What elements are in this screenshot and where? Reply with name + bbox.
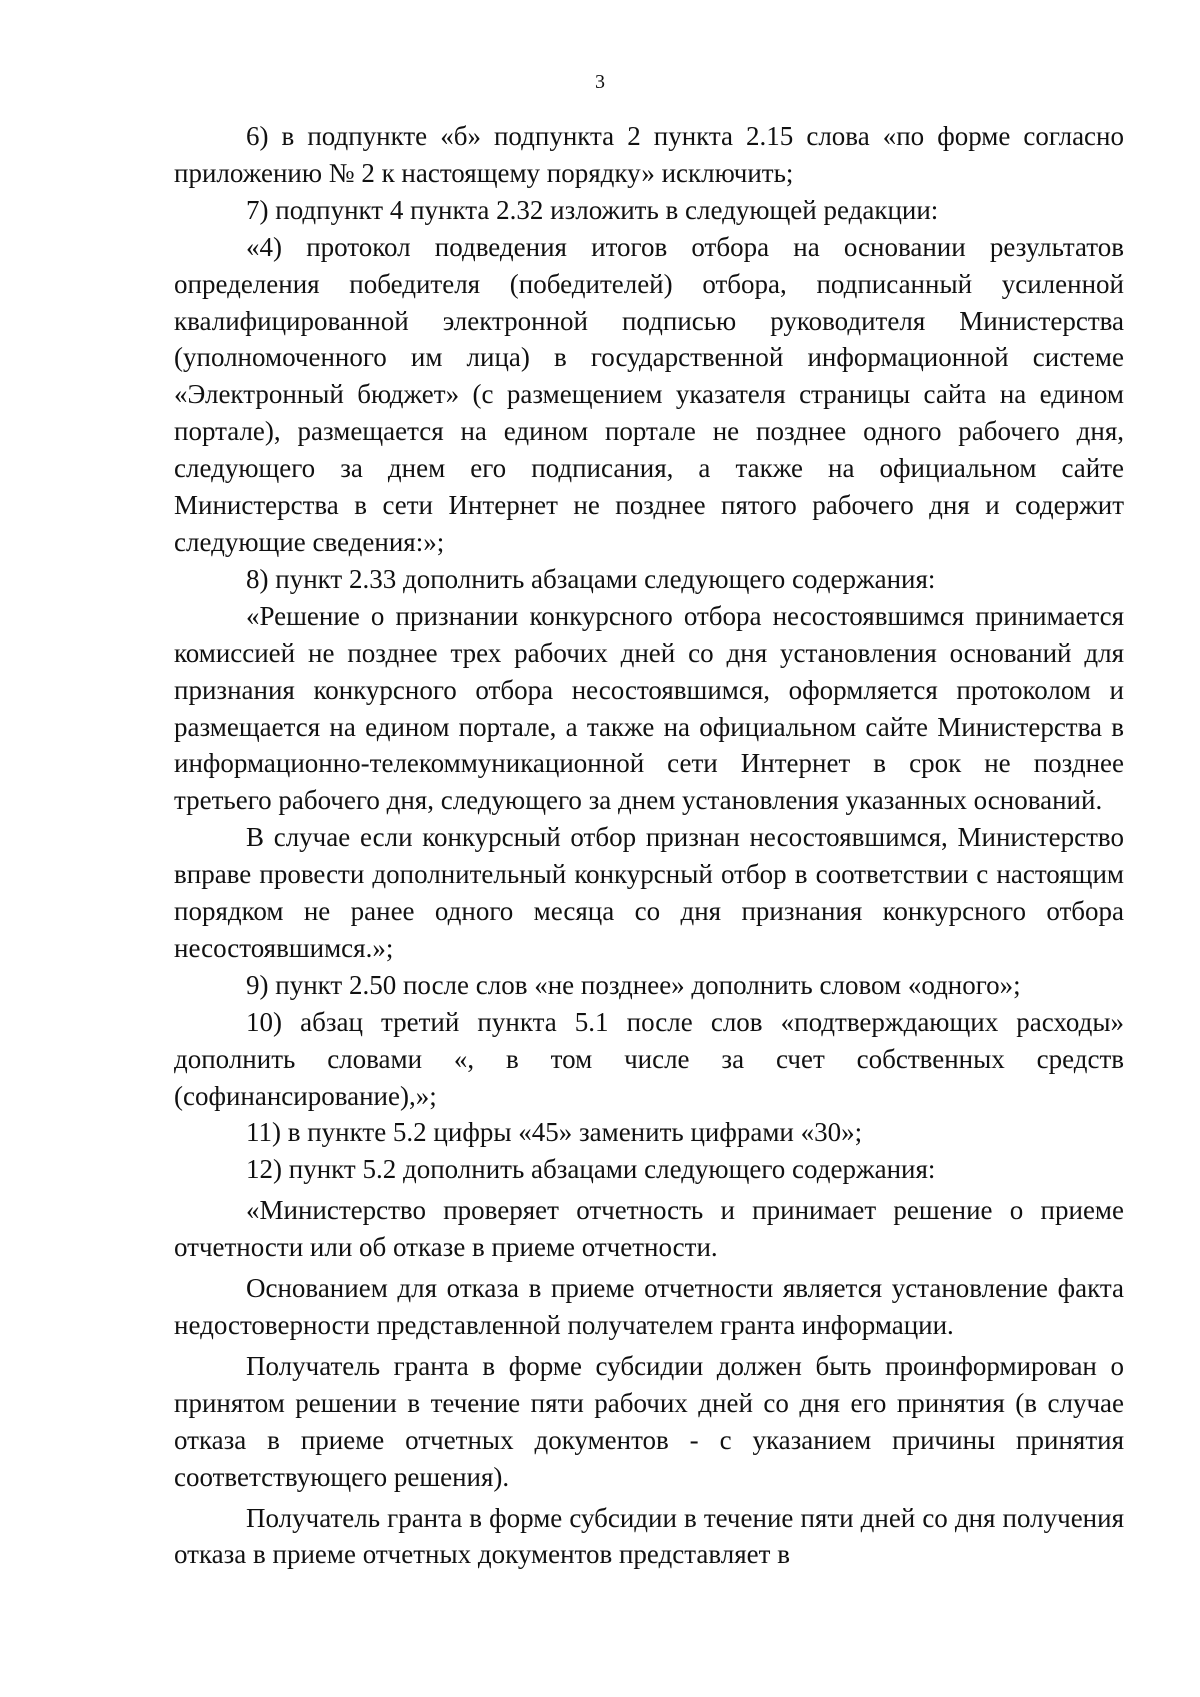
paragraph-item-6: 6) в подпункте «б» подпункта 2 пункта 2.15 слова «по форме согласно приложению № 2 к настоящему порядку» исключить; [174, 121, 1124, 188]
paragraph-item-7: 7) подпункт 4 пункта 2.32 изложить в следующей редакции: [246, 194, 939, 225]
paragraph-item-9: 9) пункт 2.50 после слов «не позднее» дополнить словом «одного»; [246, 969, 1021, 1000]
paragraph-refusal-basis: Основанием для отказа в приеме отчетности является установление факта недостоверности представленной получателем гранта информации. [174, 1273, 1124, 1340]
document-body [174, 118, 1124, 1573]
paragraph-case-unsuccessful: В случае если конкурсный отбор признан несостоявшимся, Министерство вправе провести дополнительный конкурсный отбор в соответствии с настоящим порядком не ранее одного месяца со дня признания конкурсного отбора несостоявшимся.»; [174, 822, 1124, 963]
paragraph-quoted-decision: «Решение о признании конкурсного отбора несостоявшимся принимается комиссией не позднее трех рабочих дней со дня установления оснований для признания конкурсного отбора несостоявшимся, оформляется протоколом и размещается на едином портале, а также на официальном сайте Министерства в информационно-телекоммуникационной сети Интернет в срок не позднее третьего рабочего дня, следующего за днем установления указанных оснований. [174, 600, 1124, 816]
paragraph-recipient-submits: Получатель гранта в форме субсидии в течение пяти дней со дня получения отказа в приеме отчетных документов представляет в [174, 1502, 1124, 1570]
paragraph-recipient-informed: Получатель гранта в форме субсидии должен быть проинформирован о принятом решении в течение пяти рабочих дней со дня его принятия (в случае отказа в приеме отчетных документов - с указанием причины принятия соответствующего решения). [174, 1350, 1124, 1492]
paragraph-quoted-reporting: «Министерство проверяет отчетность и принимает решение о приеме отчетности или об отказе в приеме отчетности. [174, 1195, 1124, 1263]
paragraph-quoted-protocol: «4) протокол подведения итогов отбора на основании результатов определения победителя (победителей) отбора, подписанный усиленной квалифицированной электронной подписью руководителя Министерства (уполномоченного им лица) в государственной информационной системе «Электронный бюджет» (с размещением указателя страницы сайта на едином портале), размещается на едином портале не позднее одного рабочего дня, следующего за днем его подписания, а также на официальном сайте Министерства в сети Интернет не позднее пятого рабочего дня и содержит следующие сведения:»; [174, 231, 1124, 557]
page-number: 3 [595, 71, 605, 93]
paragraph-item-8: 8) пункт 2.33 дополнить абзацами следующего содержания: [246, 563, 936, 594]
paragraph-item-12: 12) пункт 5.2 дополнить абзацами следующего содержания: [246, 1154, 936, 1185]
paragraph-item-11: 11) в пункте 5.2 цифры «45» заменить цифрами «30»; [246, 1117, 863, 1148]
paragraph-item-10: 10) абзац третий пункта 5.1 после слов «подтверждающих расходы» дополнить словами «, в том числе за счет собственных средств (софинансирование),»; [174, 1006, 1124, 1111]
